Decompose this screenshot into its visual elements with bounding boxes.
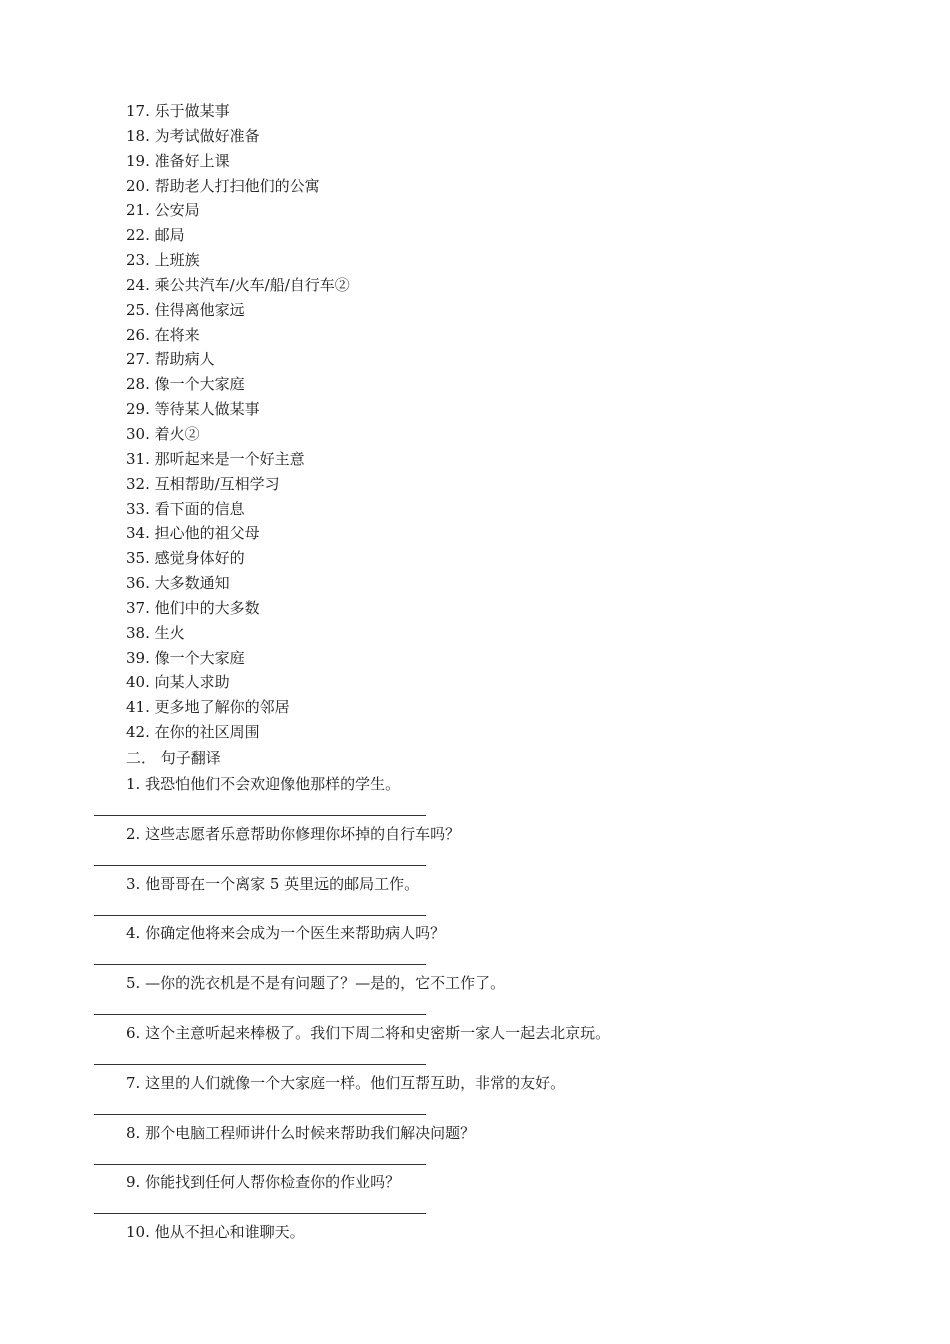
phrase-item: 32. 互相帮助/互相学习	[126, 474, 280, 493]
phrase-item: 29. 等待某人做某事	[126, 400, 260, 419]
answer-line[interactable]	[94, 1114, 426, 1115]
sentence-item	[0, 1219, 950, 1269]
phrase-item: 22. 邮局	[126, 226, 185, 245]
phrase-item: 18. 为考试做好准备	[126, 126, 260, 145]
sentence-prompt: 1. 我恐怕他们不会欢迎像他那样的学生。	[126, 775, 401, 793]
phrase-item: 41. 更多地了解你的邻居	[126, 698, 290, 717]
phrase-item: 40. 向某人求助	[126, 673, 230, 692]
phrase-item: 23. 上班族	[126, 251, 200, 270]
sentence-prompt: 2. 这些志愿者乐意帮助你修理你坏掉的自行车吗？	[126, 824, 461, 843]
phrase-item: 37. 他们中的大多数	[126, 598, 260, 617]
sentence-prompt: 5. —你的洗衣机是不是有问题了？—是的，它不工作了。	[126, 974, 506, 993]
phrase-item: 17. 乐于做某事	[126, 102, 230, 120]
sentence-prompt: 4. 你确定他将来会成为一个医生来帮助病人吗？	[126, 924, 446, 943]
phrase-item: 42. 在你的社区周围	[126, 723, 260, 742]
sentence-item	[0, 771, 950, 821]
phrase-item: 20. 帮助老人打扫他们的公寓	[126, 176, 320, 195]
answer-line[interactable]	[94, 1213, 426, 1214]
sentence-item	[0, 1020, 950, 1070]
phrase-item: 19. 准备好上课	[126, 151, 230, 170]
answer-line[interactable]	[94, 1014, 426, 1015]
sentence-prompt: 7. 这里的人们就像一个大家庭一样。他们互帮互助，非常的友好。	[126, 1073, 566, 1092]
sentence-prompt: 6. 这个主意听起来棒极了。我们下周二将和史密斯一家人一起去北京玩。	[126, 1023, 611, 1042]
answer-line[interactable]	[94, 865, 426, 866]
phrase-item: 34. 担心他的祖父母	[126, 524, 260, 543]
phrase-item: 30. 着火②	[126, 424, 200, 443]
answer-line[interactable]	[94, 1164, 426, 1165]
answer-line[interactable]	[94, 964, 426, 965]
sentence-item	[0, 970, 950, 1020]
phrase-item: 21. 公安局	[126, 201, 200, 220]
sentence-prompt: 3. 他哥哥在一个离家 5 英里远的邮局工作。	[126, 874, 420, 893]
phrase-item: 38. 生火	[126, 623, 185, 642]
phrase-item: 39. 像一个大家庭	[126, 648, 245, 667]
phrase-item: 27. 帮助病人	[126, 350, 215, 369]
phrase-item: 31. 那听起来是一个好主意	[126, 449, 305, 468]
sentence-item	[0, 1070, 950, 1120]
sentence-item	[0, 871, 950, 921]
sentence-item	[0, 821, 950, 871]
phrase-item: 25. 住得离他家远	[126, 300, 245, 319]
phrase-item: 36. 大多数通知	[126, 574, 230, 593]
sentence-item	[0, 1120, 950, 1170]
sentence-prompt: 8. 那个电脑工程师讲什么时候来帮助我们解决问题？	[126, 1123, 476, 1142]
answer-line[interactable]	[94, 815, 426, 816]
section-heading: 二． 句子翻译	[126, 749, 221, 767]
sentence-prompt: 10. 他从不担心和谁聊天。	[126, 1223, 305, 1242]
sentence-item	[0, 920, 950, 970]
answer-line[interactable]	[94, 915, 426, 916]
phrase-translation-list	[126, 99, 350, 745]
phrase-item: 28. 像一个大家庭	[126, 375, 245, 394]
sentence-translation-list	[0, 771, 950, 1269]
answer-line[interactable]	[94, 1064, 426, 1065]
sentence-prompt: 9. 你能找到任何人帮你检查你的作业吗？	[126, 1173, 401, 1192]
phrase-item: 24. 乘公共汽车/火车/船/自行车②	[126, 275, 350, 294]
phrase-item: 33. 看下面的信息	[126, 499, 245, 518]
sentence-item	[0, 1169, 950, 1219]
phrase-item: 35. 感觉身体好的	[126, 549, 245, 568]
phrase-item: 26. 在将来	[126, 325, 200, 344]
